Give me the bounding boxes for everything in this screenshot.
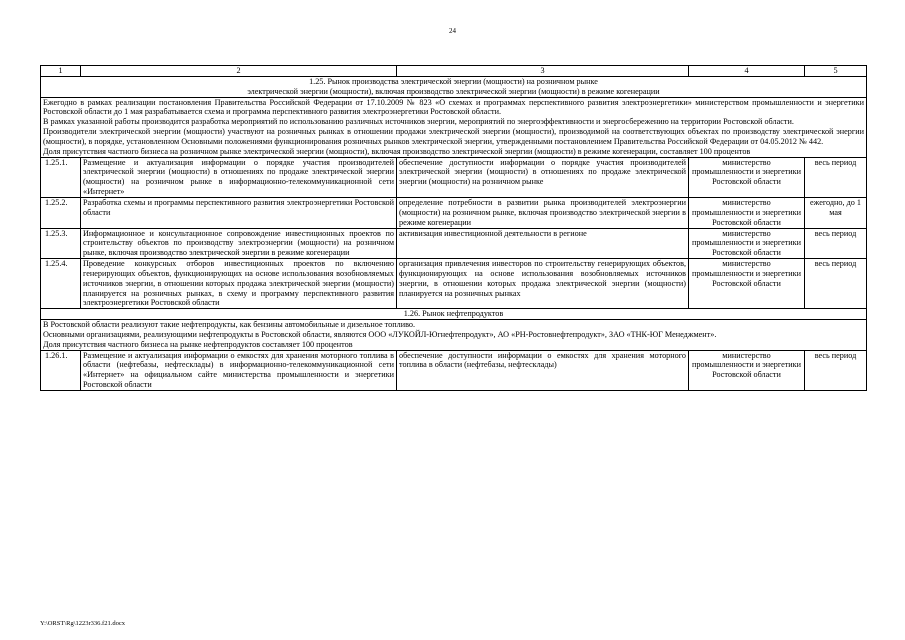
row-action: Размещение и актуализация информации о порядке участия производителей электрической энергии (мощности) в отношениях по продаже электрической энергии (мощности) на розничном рынке в информационно-телекоммуникационной сети «Интернет» xyxy=(81,157,397,197)
table-row xyxy=(41,157,867,197)
col-header-5: 5 xyxy=(805,66,867,77)
intro-paragraph: Ежегодно в рамках реализации постановления Правительства Российской Федерации от 17.10.2009 № 823 «О схемах и программах перспективного развития электроэнергетики» министерством промышленности и энергетики Ростовской области до 1 мая разрабатывается схема и программа перспективного развития электроэнергетики Ростовской области. xyxy=(43,97,864,117)
row-term: ежегодно, до 1 мая xyxy=(805,197,867,228)
section-25-intro xyxy=(41,97,867,157)
row-executor: министерство промышленности и энергетики Ростовской области xyxy=(689,197,805,228)
row-result: обеспечение доступности информации о емкостях для хранения моторного топлива в области (нефтебазы, нефтесклады) xyxy=(397,350,689,390)
col-header-1: 1 xyxy=(41,66,81,77)
intro-paragraph: В рамках указанной работы производится разработка мероприятий по использованию различных источников энергии, мероприятий по энергоэффективности и энергосбережению на территории Ростовской области. xyxy=(43,117,794,127)
section-26-title: 1.26. Рынок нефтепродуктов xyxy=(41,309,867,320)
table-row xyxy=(41,350,867,390)
row-number: 1.25.3. xyxy=(41,228,81,259)
row-number: 1.25.1. xyxy=(41,157,81,197)
intro-paragraph: В Ростовской области реализуют такие нефтепродукты, как бензины автомобильные и дизельное топливо. xyxy=(43,320,416,330)
row-term: весь период xyxy=(805,157,867,197)
section-25-title-row xyxy=(41,76,867,97)
row-result: организация привлечения инвесторов по строительству генерирующих объектов, функционирующих на основе использования возобновляемых источников энергии, в отношении которых продажа электрической энергии (мощности) планируется на розничных рынках xyxy=(397,259,689,309)
row-action: Проведение конкурсных отборов инвестиционных проектов по включению генерирующих объектов, функционирующих на основе использования возобновляемых источников энергии, в отношении которых продажа электрической энергии (мощности) планируется на розничных рынках, в схему и программу перспективного развития электроэнергетики Ростовской области xyxy=(81,259,397,309)
row-term: весь период xyxy=(805,350,867,390)
row-action: Разработка схемы и программы перспективного развития электроэнергетики Ростовской области xyxy=(81,197,397,228)
row-action: Размещение и актуализация информации о емкостях для хранения моторного топлива в области (нефтебазы, нефтесклады) в информационно-телекоммуникационной сети «Интернет» на официальном сайте министерства промышленности и энергетики Ростовской области xyxy=(81,350,397,390)
row-number: 1.25.2. xyxy=(41,197,81,228)
row-executor: министерство промышленности и энергетики Ростовской области xyxy=(689,259,805,309)
table-row xyxy=(41,197,867,228)
file-path-footer: Y:\ORST\Rg\1223r336.f21.docx xyxy=(40,620,125,627)
section-26-intro xyxy=(41,320,867,351)
section-title-line: 1.25. Рынок производства электрической энергии (мощности) на розничном рынке xyxy=(309,76,598,86)
action-plan-table xyxy=(40,65,867,391)
col-header-3: 3 xyxy=(397,66,689,77)
row-executor: министерство промышленности и энергетики Ростовской области xyxy=(689,157,805,197)
column-number-row xyxy=(41,66,867,77)
row-result: обеспечение доступности информации о порядке участия производителей электрической энергии (мощности) в отношениях по продаже электрической энергии (мощности) на розничном рынке xyxy=(397,157,689,197)
row-action: Информационное и консультационное сопровождение инвестиционных проектов по строительству объектов по производству электроэнергии (мощности) на розничном рынке, включая производство электрической энергии в режиме когенерации xyxy=(81,228,397,259)
row-term: весь период xyxy=(805,228,867,259)
page-number: 24 xyxy=(449,27,456,35)
col-header-4: 4 xyxy=(689,66,805,77)
intro-paragraph: Доля присутствия частного бизнеса на рынке нефтепродуктов составляет 100 процентов xyxy=(43,339,353,349)
row-executor: министерство промышленности и энергетики Ростовской области xyxy=(689,350,805,390)
intro-paragraph: Доля присутствия частного бизнеса на розничном рынке электрической энергии (мощности), включая производство электрической энергии (мощности) в режиме когенерации, составляет 100 процентов xyxy=(43,146,751,156)
intro-paragraph: Производители электрической энергии (мощности) участвуют на розничных рынках в отношении продажи электрической энергии (мощности), производимой на соответствующих объектах по производству электрической энергии (мощности), в порядке, установленном Основными положениями функционирования розничных рынков электрической энергии, утвержденными постановлением Правительства Российской Федерации от 04.05.2012 № 442. xyxy=(43,127,864,146)
row-number: 1.25.4. xyxy=(41,259,81,309)
section-26-intro-row xyxy=(41,320,867,351)
intro-paragraph: Основными организациями, реализующими нефтепродукты в Ростовской области, являются ООО «ЛУКОЙЛ-Югнефтепродукт», АО «РН-Ростовнефтепродукт», ЗАО «ТНК-ЮГ Менеджмент». xyxy=(43,329,717,339)
row-number: 1.26.1. xyxy=(41,350,81,390)
table-row xyxy=(41,259,867,309)
section-25-title xyxy=(41,76,867,97)
row-executor: министерство промышленности и энергетики Ростовской области xyxy=(689,228,805,259)
row-term: весь период xyxy=(805,259,867,309)
section-26-title-row xyxy=(41,309,867,320)
section-title-line: электрической энергии (мощности), включая производство электрической энергии (мощности) в режиме когенерации xyxy=(247,86,660,96)
table-row xyxy=(41,228,867,259)
col-header-2: 2 xyxy=(81,66,397,77)
section-25-intro-row xyxy=(41,97,867,157)
row-result: определение потребности в развитии рынка производителей электроэнергии (мощности) на розничном рынке, включая производство электрической энергии в режиме когенерации xyxy=(397,197,689,228)
row-result: активизация инвестиционной деятельности в регионе xyxy=(397,228,689,259)
